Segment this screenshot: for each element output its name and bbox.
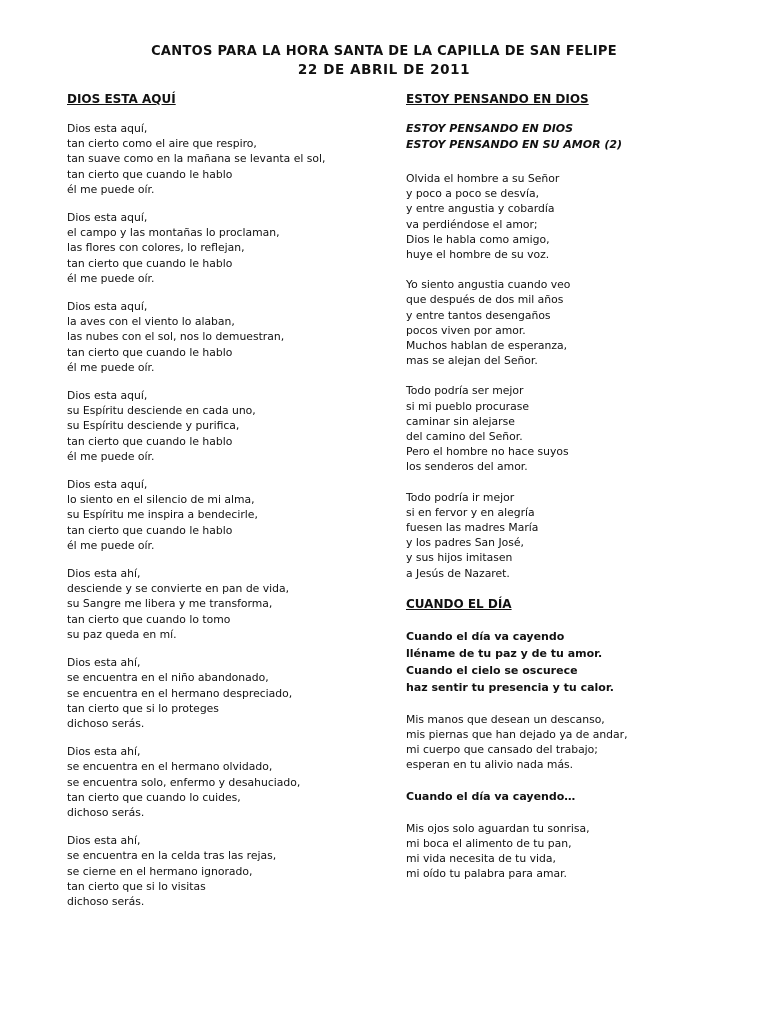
lyric-line: se encuentra solo, enfermo y desahuciado, <box>67 775 301 789</box>
lyric-line: la aves con el viento lo alaban, <box>67 315 235 329</box>
song-title-cuando-el-dia: CUANDO EL DÍA <box>406 596 512 611</box>
lyric-line: del camino del Señor. <box>406 430 523 444</box>
lyric-line: si mi pueblo procurase <box>406 399 529 413</box>
lyric-line: se cierne en el hermano ignorado, <box>67 864 253 878</box>
lyric-line: haz sentir tu presencia y tu calor. <box>406 680 614 694</box>
document-date: 22 DE ABRIL DE 2011 <box>297 62 471 78</box>
lyric-line: Cuando el día va cayendo… <box>406 789 576 803</box>
document-title: CANTOS PARA LA HORA SANTA DE LA CAPILLA DE SAN FELIPE <box>151 44 617 59</box>
lyric-line: Dios esta ahí, <box>67 567 141 581</box>
stanza <box>406 171 756 262</box>
stanza <box>67 299 387 375</box>
left-column <box>67 91 387 922</box>
stanza <box>67 566 387 642</box>
lyric-line: huye el hombre de su voz. <box>406 248 550 262</box>
song-title-dios-esta-aqui: DIOS ESTA AQUÍ <box>67 92 176 106</box>
lyric-line: se encuentra en la celda tras las rejas, <box>67 849 277 863</box>
song-title-estoy-pensando: ESTOY PENSANDO EN DIOS <box>406 92 589 106</box>
lyric-line: ESTOY PENSANDO EN DIOS <box>406 122 574 135</box>
lyric-line: si en fervor y en alegría <box>406 505 535 519</box>
lyric-line: Dios esta aquí, <box>67 211 148 225</box>
lyric-line: tan cierto que cuando lo tomo <box>67 612 231 626</box>
lyric-line: mi vida necesita de tu vida, <box>406 852 556 866</box>
lyric-line: tan cierto que cuando le hablo <box>67 523 233 537</box>
right-column <box>406 91 756 894</box>
lyric-line: tan cierto que cuando le hablo <box>67 345 233 359</box>
chorus-cuando-el-dia <box>406 628 756 696</box>
lyric-line: tan cierto que cuando le hablo <box>67 434 233 448</box>
lyric-line: tan suave como en la mañana se levanta el sol, <box>67 152 326 166</box>
lyric-line: y poco a poco se desvía, <box>406 187 539 201</box>
lyric-line: esperan en tu alivio nada más. <box>406 758 574 772</box>
lyric-line: Dios esta aquí, <box>67 389 148 403</box>
stanza <box>67 388 387 464</box>
lyric-line: su paz queda en mí. <box>67 627 177 641</box>
lyric-line: Mis manos que desean un descanso, <box>406 712 605 726</box>
stanza <box>67 744 387 820</box>
lyric-line: Cuando el día va cayendo <box>406 629 565 643</box>
song-lyrics-estoy-pensando <box>406 171 756 581</box>
lyric-line: él me puede oír. <box>67 538 155 552</box>
lyric-line: y entre tantos desengaños <box>406 308 551 322</box>
lyric-line: Dios esta ahí, <box>67 656 141 670</box>
lyric-line: su Sangre me libera y me transforma, <box>67 597 273 611</box>
lyric-line: se encuentra en el hermano olvidado, <box>67 760 273 774</box>
lyric-line: Dios esta aquí, <box>67 300 148 314</box>
lyric-line: mis piernas que han dejado ya de andar, <box>406 728 628 742</box>
lyric-line: Dios esta aquí, <box>67 122 148 135</box>
lyric-line: desciende y se convierte en pan de vida, <box>67 582 290 596</box>
lyric-line: Todo podría ser mejor <box>406 384 524 398</box>
lyric-line: caminar sin alejarse <box>406 414 515 428</box>
lyric-line: Yo siento angustia cuando veo <box>406 278 571 292</box>
lyric-line: tan cierto que si lo proteges <box>67 701 219 715</box>
lyric-line: se encuentra en el hermano despreciado, <box>67 686 293 700</box>
lyric-line: Olvida el hombre a su Señor <box>406 172 560 185</box>
lyric-line: mi cuerpo que cansado del trabajo; <box>406 743 598 757</box>
lyric-line: su Espíritu me inspira a bendecirle, <box>67 508 258 522</box>
lyric-line: Pero el hombre no hace suyos <box>406 445 569 459</box>
stanza <box>67 655 387 731</box>
lyric-line: el campo y las montañas lo proclaman, <box>67 226 280 240</box>
lyric-line: Dios esta ahí, <box>67 834 141 848</box>
lyric-line: Mis ojos solo aguardan tu sonrisa, <box>406 821 590 835</box>
lyric-line: tan cierto que si lo visitas <box>67 879 206 893</box>
lyric-line: Dios esta ahí, <box>67 745 141 759</box>
lyric-line: su Espíritu desciende y purifica, <box>67 419 240 433</box>
lyric-line: mi boca el alimento de tu pan, <box>406 836 572 850</box>
lyric-line: se encuentra en el niño abandonado, <box>67 671 269 685</box>
lyric-line: tan cierto que cuando le hablo <box>67 167 233 181</box>
lyric-line: y los padres San José, <box>406 536 524 550</box>
lyric-line: las flores con colores, lo reflejan, <box>67 241 245 255</box>
lyric-line: tan cierto que cuando le hablo <box>67 256 233 270</box>
song-lyrics-dios-esta-aqui <box>67 121 387 909</box>
lyric-line: Cuando el cielo se oscurece <box>406 663 578 677</box>
stanza <box>67 121 387 197</box>
refrain-cuando-el-dia <box>406 789 756 805</box>
lyric-line: Dios le habla como amigo, <box>406 232 550 246</box>
lyric-line: ESTOY PENSANDO EN SU AMOR (2) <box>406 138 623 151</box>
lyric-line: pocos viven por amor. <box>406 323 526 337</box>
refrain-estoy-pensando <box>406 121 756 153</box>
document-header <box>0 42 768 80</box>
lyric-line: él me puede oír. <box>67 360 155 374</box>
lyric-line: a Jesús de Nazaret. <box>406 566 510 580</box>
lyric-line: dichoso serás. <box>67 805 145 819</box>
stanza <box>67 210 387 286</box>
lyric-line: su Espíritu desciende en cada uno, <box>67 404 256 418</box>
lyric-line: las nubes con el sol, nos lo demuestran, <box>67 330 285 344</box>
lyric-line: lo siento en el silencio de mi alma, <box>67 493 255 507</box>
lyric-line: tan cierto que cuando lo cuides, <box>67 790 241 804</box>
lyric-line: que después de dos mil años <box>406 293 564 307</box>
stanza <box>67 477 387 553</box>
lyric-line: lléname de tu paz y de tu amor. <box>406 646 603 660</box>
stanza <box>406 490 756 581</box>
stanza <box>406 383 756 474</box>
lyric-line: él me puede oír. <box>67 449 155 463</box>
lyric-line: dichoso serás. <box>67 716 145 730</box>
lyric-line: mas se alejan del Señor. <box>406 354 538 368</box>
lyric-line: y entre angustia y cobardía <box>406 202 555 216</box>
lyric-line: fuesen las madres María <box>406 521 539 535</box>
lyric-line: Dios esta aquí, <box>67 478 148 492</box>
lyric-line: dichoso serás. <box>67 894 145 908</box>
lyric-line: tan cierto como el aire que respiro, <box>67 137 257 151</box>
lyric-line: Muchos hablan de esperanza, <box>406 339 568 353</box>
stanza <box>406 277 756 368</box>
stanza <box>406 821 756 882</box>
stanza <box>406 712 756 773</box>
lyric-line: va perdiéndose el amor; <box>406 217 538 231</box>
lyric-line: Todo podría ir mejor <box>406 490 515 504</box>
stanza <box>67 833 387 909</box>
lyric-line: él me puede oír. <box>67 271 155 285</box>
lyric-line: él me puede oír. <box>67 182 155 196</box>
lyric-line: los senderos del amor. <box>406 460 528 474</box>
lyric-line: y sus hijos imitasen <box>406 551 513 565</box>
lyric-line: mi oído tu palabra para amar. <box>406 867 567 881</box>
